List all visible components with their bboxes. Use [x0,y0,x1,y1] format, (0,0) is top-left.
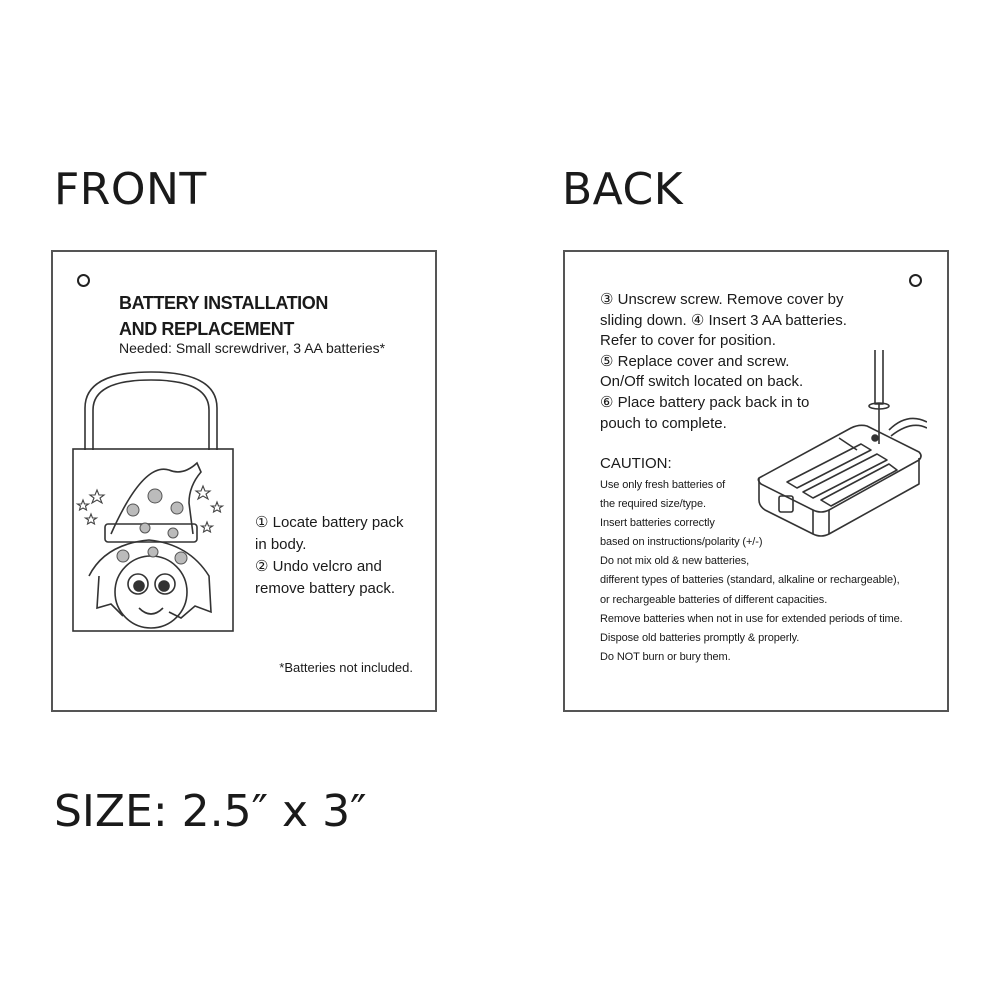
front-steps [255,512,404,600]
front-step-line: ② Undo velcro and [255,558,382,575]
front-heading: FRONT [54,164,207,215]
back-step-line: On/Off switch located on back. [600,373,804,391]
batteries-note: *Batteries not included. [279,660,413,675]
back-step-line: Refer to cover for position. [600,332,776,350]
back-step-line: ③ Unscrew screw. Remove cover by [600,291,844,308]
caution-line: Insert batteries correctly [600,517,715,530]
back-card [563,250,949,712]
caution-line: or rechargeable batteries of different capacities. [600,593,828,606]
caution-list [600,476,903,667]
needed-text: Needed: Small screwdriver, 3 AA batteries* [119,340,386,356]
caution-line: Do not mix old & new batteries, [600,555,750,568]
caution-line: based on instructions/polarity (+/-) [600,536,763,549]
front-step-line: ① Locate battery pack [255,514,404,531]
front-card [51,250,437,712]
front-step-line: remove battery pack. [255,580,396,597]
back-step-line: ⑥ Place battery pack back in to [600,393,810,411]
caution-line: Do NOT burn or bury them. [600,650,731,663]
witch-bag-illustration [71,368,249,634]
caution-line: Remove batteries when not in use for extended periods of time. [600,612,903,625]
back-step-line: ⑤ Replace cover and screw. [600,352,790,370]
front-step-line: in body. [255,536,307,553]
caution-line: Dispose old batteries promptly & properly. [600,631,800,644]
hang-hole-icon [77,274,90,287]
caution-line: Use only fresh batteries of [600,479,726,491]
caution-line: different types of batteries (standard, alkaline or rechargeable), [600,574,900,587]
caution-line: the required size/type. [600,498,706,511]
back-step-line: sliding down. ④ Insert 3 AA batteries. [600,311,847,329]
instructions-title [119,290,328,342]
size-label: SIZE: 2.5″ x 3″ [54,786,367,837]
back-step-line: pouch to complete. [600,414,727,432]
caution-title: CAUTION: [600,455,672,472]
back-heading: BACK [562,164,684,215]
title-line-1: BATTERY INSTALLATION [119,293,328,313]
hang-hole-icon [909,274,922,287]
title-line-2: AND REPLACEMENT [119,319,295,339]
